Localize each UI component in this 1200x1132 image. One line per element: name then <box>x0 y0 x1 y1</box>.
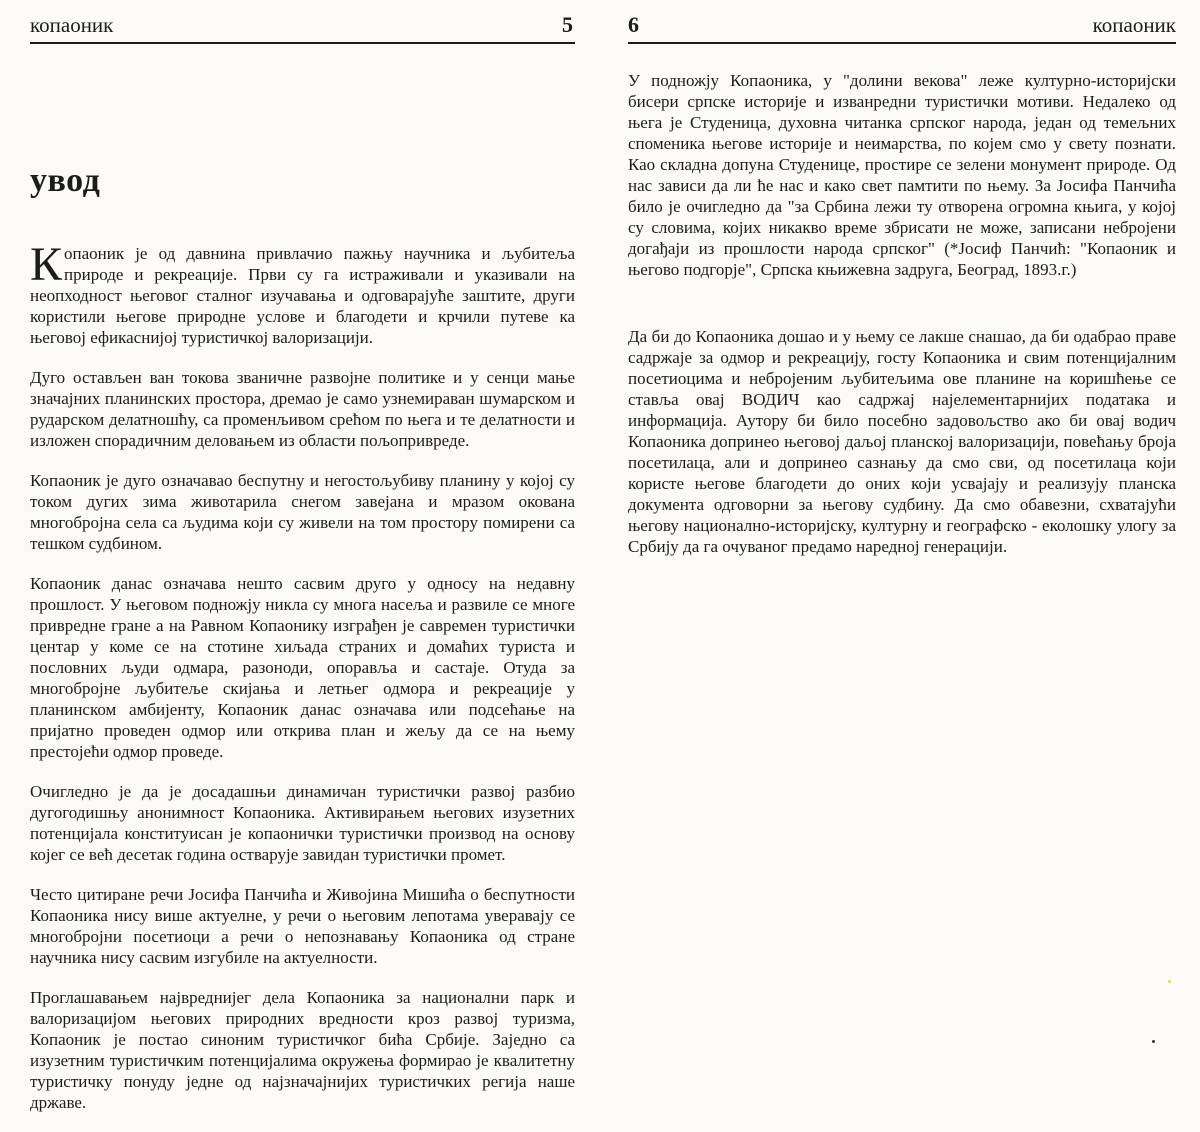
paragraph-5: Очигледно је да је досадашњи динамичан туристички развој разбио дугогодишњу анонимност Копаоника. Активирањем његових изузетних потенцијала конституисан је копаонички туристички производ на основу којег се већ десетак година остварује завидан туристички промет. <box>30 782 575 864</box>
running-title: копаоник <box>1092 13 1176 37</box>
paragraph-7: Проглашавањем највреднијег дела Копаоника за национални парк и валоризацијом његових природних вредности кроз развој туризма, Копаоник је постао синоним туристичког бића Србије. Заједно са изузетним туристичким потенцијалима окружења формирао је квалитетну туристичку понуду једне од најзначајнијих туристичких регија наше државе. <box>30 988 575 1112</box>
paragraph-6: Често цитиране речи Јосифа Панчића и Живојина Мишића о беспутности Копаоника нису више актуелне, у речи о његовим лепотама уверавају се многобројни посетиоци а речи о непознавању Копаоника од стране научника нису сасвим изгубиле на актуелности. <box>30 885 575 967</box>
right-text-column <box>628 70 1176 576</box>
chapter-title: увод <box>30 162 101 199</box>
ink-speck <box>1152 1040 1155 1043</box>
page-number: 6 <box>628 12 639 37</box>
left-text-column <box>30 238 575 1132</box>
running-head-left <box>30 12 575 44</box>
paragraph-1: У подножју Копаоника, у "долини векова" леже културно-историјски бисери српске историје и изванредни туристички мотиви. Недалеко од њега је Студеница, духовна читанка српског народа, један од темељних споменика његове историје и неимарства, по којем смо у свету познати. Као складна допуна Студенице, простире се зелени монумент природе. Од нас зависи да ли ће нас и како свет памтити по њему. За Јосифа Панчића било је очигледно да "за Србина лежи ту отворена огромна књига, у којој су словима, којих никакво време збрисати не може, записани небројени догађаји из прошлости народа српског" (*Јосиф Панчић: "Копаоник и његово подгорје", Српска књижевна задруга, Београд, 1893.г.) <box>628 71 1176 279</box>
running-head-right <box>628 12 1176 44</box>
page-number: 5 <box>562 12 573 37</box>
paragraph-1 <box>30 238 575 348</box>
right-page <box>600 0 1200 1127</box>
running-title: копаоник <box>30 13 114 37</box>
paragraph-2: Да би до Копаоника дошао и у њему се лакше снашао, да би одабрао праве садржаје за одмор и рекреацију, госту Копаоника и свим потенцијалним посетиоцима и небројеним љубитељима ове планине на коришћење се ставља овај ВОДИЧ као садржај најелементарнијих података и информација. Аутору би било посебно задовољство ако би овај водич Копаоника допринео његовој даљој планској валоризацији, повећању броја посетилаца, али и допринео сазнању да смо сви, од посетилаца који користе његове благодети до оних који усвајају и реализују планска документа одговорни за његову судбину. Да смо обавезни, схватајући његову национално-историјску, културну и географско - еколошку улогу за Србију да га очуваног предамо наредној генерацији. <box>628 327 1176 556</box>
yellow-speck <box>1168 980 1171 983</box>
paragraph-2: Дуго остављен ван токова званичне развојне политике и у сенци мање значајних планинских простора, дремао је само узнемираван шумарском и рударском делатношћу, са променљивом срећом по њега и те делатности и изложен спорадичним деловањем из области пољопривреде. <box>30 368 575 450</box>
paragraph-3: Копаоник је дуго означавао беспутну и негостољубиву планину у којој су током дугих зима животарила снегом завејана и мразом окована многобројна села са људима који су живели на том простору помирени са тешком судбином. <box>30 471 575 553</box>
drop-cap: К <box>30 238 63 291</box>
paragraph-1-text: опаоник је од давнина привлачио пажњу научника и љубитеља природе и рекреације. Први су га истраживали и указивали на неопходност његовог сталног изучавања и одговарајуће заштите, други користили његове природне услове и благодети и крчили путеве ка његовој ефикаснијој туристичкој валоризацији. <box>30 244 575 347</box>
left-page <box>0 0 600 1127</box>
paragraph-4: Копаоник данас означава нешто сасвим друго у односу на недавну прошлост. У његовом подножју никла су многа насеља и развиле се многе привредне гране а на Равном Копаонику изграђен је савремен туристички центар у коме се на стотине хиљада страних и домаћих туриста и пословних људи одмара, разоноди, опоравља и састаје. Отуда за многобројне љубитеље скијања и летњег одмора и рекреације у планинском амбијенту, Копаоник данас означава или подсећање на пријатно проведен одмор или открива план и жељу да се на њему престојећи одмор проведе. <box>30 574 575 761</box>
